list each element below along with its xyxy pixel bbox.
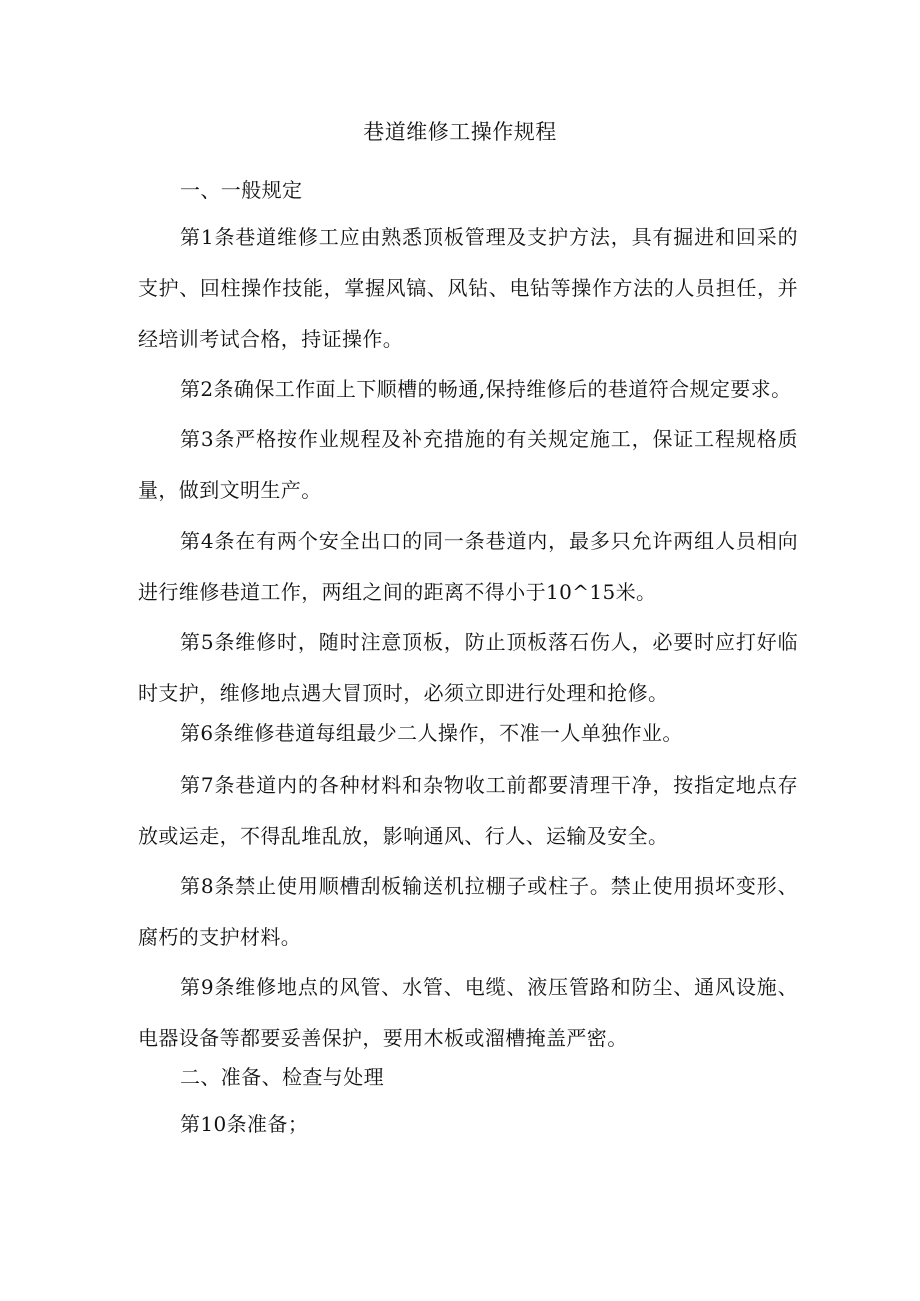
article-6: 第6条维修巷道每组最少二人操作，不准一人单独作业。: [180, 721, 683, 745]
article-10: 第10条准备；: [180, 1112, 309, 1136]
article-2: 第2条确保工作面上下顺槽的畅通,保持维修后的巷道符合规定要求。: [180, 377, 792, 401]
article-7: 第7条巷道内的各种材料和杂物收工前都要清理干净，按指定地点存放或运走，不得乱堆乱放，影响通风、行人、运输及安全。: [138, 773, 798, 848]
article-5: 第5条维修时，随时注意顶板，防止顶板落石伤人，必要时应打好临时支护，维修地点遇大冒顶时，必须立即进行处理和抢修。: [138, 630, 798, 705]
article-8: 第8条禁止使用顺槽刮板输送机拉棚子或柱子。禁止使用损坏变形、腐朽的支护材料。: [138, 874, 798, 949]
document-title: 巷道维修工操作规程: [363, 120, 557, 144]
article-1: 第1条巷道维修工应由熟悉顶板管理及支护方法，具有掘进和回采的支护、回柱操作技能，掌握风镐、风钻、电钻等操作方法的人员担任，并经培训考试合格，持证操作。: [138, 225, 798, 351]
section-heading-general: 一、一般规定: [180, 178, 303, 202]
article-9: 第9条维修地点的风管、水管、电缆、液压管路和防尘、通风设施、电器设备等都要妥善保护，要用木板或溜槽掩盖严密。: [138, 975, 798, 1050]
section-heading-preparation: 二、准备、检查与处理: [180, 1065, 384, 1089]
article-3: 第3条严格按作业规程及补充措施的有关规定施工，保证工程规格质量，做到文明生产。: [138, 427, 798, 502]
article-4: 第4条在有两个安全出口的同一条巷道内，最多只允许两组人员相向进行维修巷道工作，两组之间的距离不得小于10^15米。: [138, 529, 798, 604]
